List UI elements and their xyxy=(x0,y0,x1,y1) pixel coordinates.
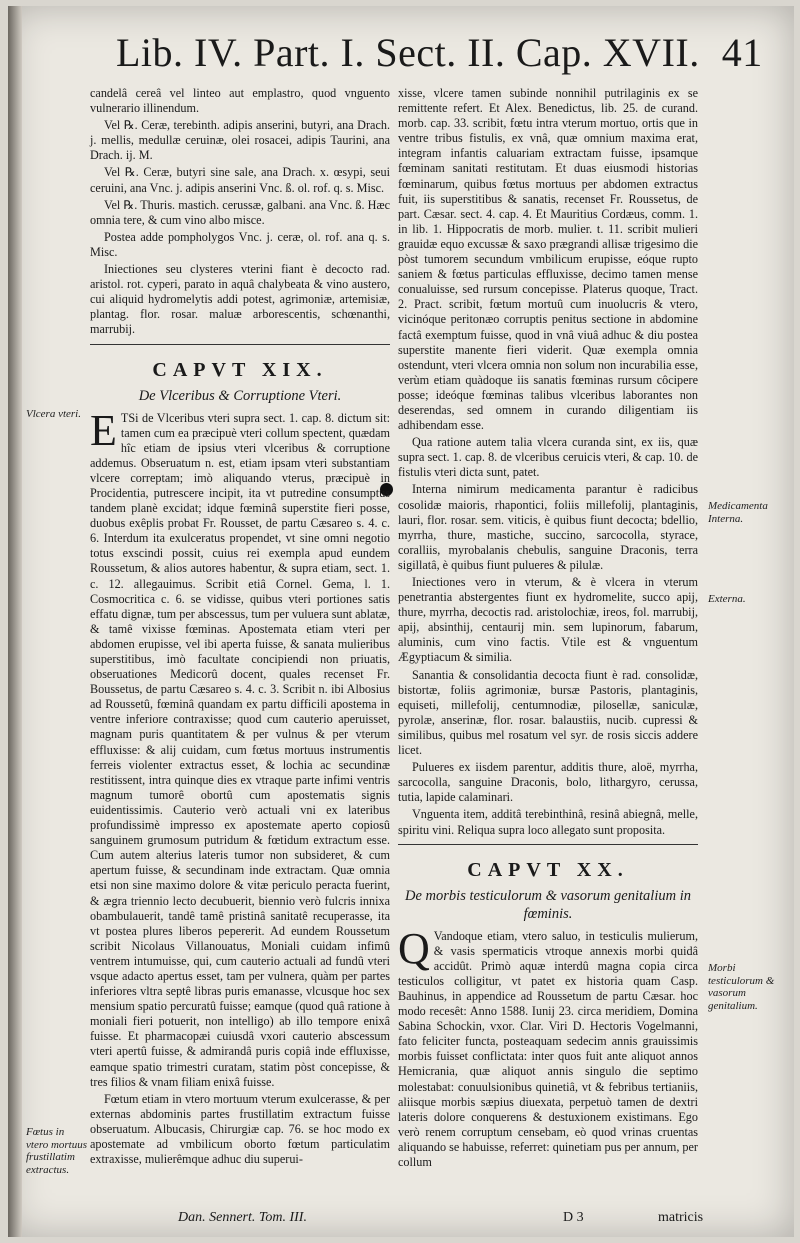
margin-note-medicamenta-interna: Medicamenta Interna. xyxy=(708,500,768,525)
left-para-4: Vel ℞. Thuris. mastich. cerussæ, galbani. ana Vnc. ß. Hæc omnia tere, & cum vino albo misce. xyxy=(90,197,390,227)
catchword: matricis xyxy=(658,1210,704,1225)
margin-note-foetus: Fœtus in vtero mortuus frustillatim extractus. xyxy=(26,1126,88,1176)
margin-note-vlcera-vteri: Vlcera vteri. xyxy=(26,408,81,420)
chapter-xix-paragraph-1 xyxy=(90,405,390,1090)
chapter-rule xyxy=(90,344,390,345)
right-para-3: Interna nimirum medicamenta parantur è radicibus cosolidæ maioris, rhapontici, foliis millefolij, plantaginis, lauri, flor. rosar. sem. viticis, è quibus fiunt decocta; bdellio, myrrha, thure, mastiche, succino, sarcocolla, styrace, coralliis, myrobalanis chebulis, sanguine Draconis, terra sigillatâ, è quibus fiunt pulueres & pilulæ. xyxy=(398,482,698,572)
left-para-1: candelâ cereâ vel linteo aut emplastro, quod vnguento vulnerario illinendum. xyxy=(90,86,390,116)
running-head xyxy=(116,28,776,78)
chapter-rule xyxy=(398,844,698,845)
signature-mark: D 3 xyxy=(563,1210,584,1225)
footer-signature-left: Dan. Sennert. Tom. III. xyxy=(178,1210,307,1225)
left-column xyxy=(90,86,390,1169)
chapter-subtitle-xix: De Vlceribus & Corruptione Vteri. xyxy=(138,387,342,404)
running-title: Lib. IV. Part. I. Sect. II. Cap. XVII. xyxy=(116,30,700,75)
left-para-6: Iniectiones seu clysteres vterini fiant è decocto rad. aristol. rot. cyperi, parato in aquâ chalybeata & vino austero, cui aliquid hydromelytis addi potest, agrimoniæ, artemisiæ, plantag. flor. rosar. maluæ arborescentis, schœnanthi, marrubij. xyxy=(90,262,390,337)
right-para-7: Vnguenta item, additâ terebinthinâ, resinâ abiegnâ, melle, spiritu vini. Reliqua supra loco allegato sunt proposita. xyxy=(398,807,698,837)
chapter-xx-paragraph xyxy=(398,923,698,1171)
chapter-heading-xix: CAPVT XIX. xyxy=(152,358,328,381)
left-para-5: Postea adde pompholygos Vnc. j. ceræ, ol. rof. ana q. s. Misc. xyxy=(90,229,390,259)
right-para-2: Qua ratione autem talia vlcera curanda sint, ex iis, quæ supra sect. 1. cap. 8. de vlceribus ceruicis vteri, & cap. 10. de fistulis vteri dicta sunt, patet. xyxy=(398,435,698,480)
book-page xyxy=(8,6,794,1237)
page-gutter-shadow xyxy=(8,6,22,1237)
margin-note-externa: Externa. xyxy=(708,593,746,605)
chapter-xx-body: Vandoque etiam, vtero saluo, in testiculis mulierum, & vasis spermaticis vtroque annexis morbi quidâ accidût. Primò aquæ interdû magna copia circa testiculos colligitur, vt patet ex historia quam Casp. Bauhinus, in appendice ad Roussetum de partu Cæsar. hoc modo recesêt: Anno 1588. Iunij 23. circa meridiem, Domina Sabina Schockin, vxor. Clar. Viri D. Hectoris Vogelmanni, fato feliciter functa, posteaquam sedecim annis grauissimis morbis fuisset conflictata: inter quos fuit ante aliquot annos Hemicrania, quæ aliquot annis singulo die septimo molestabat: conuulsionibus quinetiâ, vt & febribus tertianiis, aliisque morbis sæpius diuexata, perpetuò tamen de dextri lateris dolore conquerens & destuxionem existimans. Ego verò renem corruptum censebam, eò quod vrinas cruentas aliquando se habuisse, referret: quinetiam pus per annum, per collum xyxy=(398,928,698,1169)
left-para-3: Vel ℞. Ceræ, butyri sine sale, ana Drach. x. œsypi, seui ceruini, ana Vnc. j. adipis anserini Vnc. ß. ol. rof. q. s. Misc. xyxy=(90,165,390,195)
drop-initial-e: E xyxy=(90,405,117,455)
right-column xyxy=(398,86,698,1172)
drop-initial-q: Q xyxy=(398,923,430,973)
page-number: 41 xyxy=(721,30,763,75)
chapter-xix-body-1: TSi de Vlceribus vteri supra sect. 1. cap. 8. dictum sit: tamen cum ea præcipuè vteri collum spectent, quædam hîc etiam de ipsius vteri vlceribus & corruptione addemus. Obseruatum n. est, etiam ipsam vteri substantiam vlcere correptam; imò aliquando vterus, præcipuè in Procidentia, putrescere incipit, ita vt putredine consumptus tandem planè excidat; idque fœminâ superstite fieri posse, duobus exêplis probat Fr. Rousset, de partu Cæsareo s. 4. c. 6. Interdum ita exulceratus propendet, vt sine omni negotio totus exscindi possit, cuius rei exempla apud eundem Roussetum, & alios autores habentur, & supra etiam, sect. 1. c. 12. allegauimus. Scribit etiâ Cornel. Gema, l. 1. Cosmocritica c. 6. se vidisse, quibus vteri portiones satis effatu dignæ, tum per abscessus, tum per vuluera sunt ablatæ, & tamê vixisse fœminas. Apostemata etiam vteri per abdomen erupisse, vel ibi aperta fuisse, & sanata mulieribus superstitibus, imò facultate concipiendi non priuatis, obseruationes Medicorû docent, quales recenset Fr. Boussetus, de partu Cæsareo s. 4. c. 3. Scribit n. ibi Albosius ad Roussetû, fœminâ quandam ex partu difficili apostema in ventre inferiore contraxisse; quod cum cauterio aperuisset, magnam puris quantitatem & per vulnus & per vterum effluxisse: & alij cuidam, cum fœtus mortuus instrumentis ferreis violenter extractus esset, & lochia ac secundinæ restitissent, intra quinque dies ex vtraque parte infimi ventris magnum tumorê obortû cum apostematis signis euidentissimis. Cauterio verò actuali vni ex lateribus profundissimè impresso ex apostemate aperto copiosû sanguinem grumosum putridum & fœtidum extractum esse. Cum autem alterius lateris tumor non subsideret, & cum apertum fuisse, & secundinam inde extractam. Quæ omnia etsi non sine maximo dolore & vitæ periculo peracta fuerint, & ægra triennio lecto decubuerit, biennio verò fulcris innixa obambulauerit, tandê tamê pristinâ sanitatê recuperasse, ita vt postea plures liberos pepererit. Ad eundem Roussetum scribit Nicolaus Villanouatus, Moniali cuidam infimû ventrem intumuisse, qui, cum cauterio actuali ad fundû vteri vsque adacto apertus esset, tam per vulnera, quàm per partes inferiores vltra septê libras puris emanasse, vlcusque hoc sex mensium spatio percuratû fuisse; eamque (quod quâ ratione à moniali fieri potuerit, non intelligo) ab illo tempore enixâ fuisse. Et pharmacopæi cuiusdâ vxori cauterio abscessum vteri apertû fuisse, & admirandâ puris copiâ inde effluxisse, eamque spatio trimestri curatam, statim pòst concepisse, & tres filios & vnam filiam enixâ fuisse. xyxy=(90,410,390,1089)
right-para-5: Sanantia & consolidantia decocta fiunt è rad. consolidæ, bistortæ, foliis agrimoniæ, bursæ Pastoris, plantaginis, equiseti, millefolij, centumnodiæ, pilosellæ, saniculæ, pyrolæ, anserinæ, flor. rosar. balaustiis, nucib. cupressi & similibus, quibus mel rosatum vel syr. de rosis siccis addere licet. xyxy=(398,667,698,758)
chapter-heading-xx: CAPVT XX. xyxy=(467,858,629,881)
right-para-4: Iniectiones vero in vterum, & è vlcera in vterum penetrantia abstergentes fiunt ex hydromelite, succo apij, thure, myrrha, decoctis rad. aristolochiæ, ireos, fol. marrubij, apij, absinthij, centaurij min. sem lupinorum, fabarum, aluminis, cum vino factis. Vtile est & vnguentum Ægyptiacum & similia. xyxy=(398,575,698,665)
right-para-1: xisse, vlcere tamen subinde nonnihil putrilaginis ex se remittente refert. Et Alex. Benedictus, lib. 25. de curand. morb. cap. 33. scribit, fœtu intra vterum mortuo, ortis que in ventre tribus fistulis, ex vnâ, quæ omnium maxima erat, integram infantis caluariam extractam fuisse, ipsamque fœminam sanitati restitutam. Et duas eiusmodi historias fœminarum, quibus fœtus mortuus per abdomen extractus fuit, iis superstitibus & sanatis, recenset Fr. Roussetus, de part. Cæsar. sect. 4. cap. 4. Et Mauritius Cordæus, comm. 1. in lib. 1. Hippocratis de morb. mulier. t. 11. scribit mulieri grauidæ equo excussæ & saxo prægrandi allisæ trigesimo die pòst tumorem secundum vmbilicum erupisse, eóque rupto saniem & fœtus particulas effluxisse, decimo tamen mense conualuisse, sed rursum concepisse. Platerus quoque, Tract. 2. Pract. scribit, fœtum mortuû cum inuolucris & vtero, vicinóque peritonæo corruptis penitus sectione in abdomine factâ exemptum fuisse, quod in vnâ viuâ adhuc & diu postea superstite manente fieri viderit. Quæ exempla omnia ostendunt, vteri vlcera omnia non solum non incurabilia esse, verùm etiam quàdoque iis sanatis fœminas rursum côcipere posse; ideóque fœminas talibus vlceribus laborantes non deserendas, sed omnem in curando diligentiam iis adhibendam esse. xyxy=(398,86,698,433)
margin-note-morbi-testiculorum: Morbi testiculorum & vasorum genitalium. xyxy=(708,962,775,1012)
left-para-2: Vel ℞. Ceræ, terebinth. adipis anserini, butyri, ana Drach. j. mellis, medullæ ceruinæ, olei rosacei, adipis Taurini, ana Drach. ij. M. xyxy=(90,118,390,163)
chapter-xix-paragraph-2: Fœtum etiam in vtero mortuum vterum exulcerasse, & per externas abdominis partes frustillatim extractum fuisse obseruatum. Albucasis, Chirurgiæ cap. 76. se hoc modo ex apostemate ad vmbilicum oborto fœtum particulatim extraxisse, mulierêmque adhuc diu superui- xyxy=(90,1091,390,1167)
right-para-6: Pulueres ex iisdem parentur, additis thure, aloë, myrrha, sarcocolla, sanguine Draconis, bolo, lithargyro, cerussa, tutia, lapide calaminari. xyxy=(398,760,698,805)
chapter-subtitle-xx: De morbis testiculorum & vasorum genitalium in fœminis. xyxy=(405,887,691,922)
